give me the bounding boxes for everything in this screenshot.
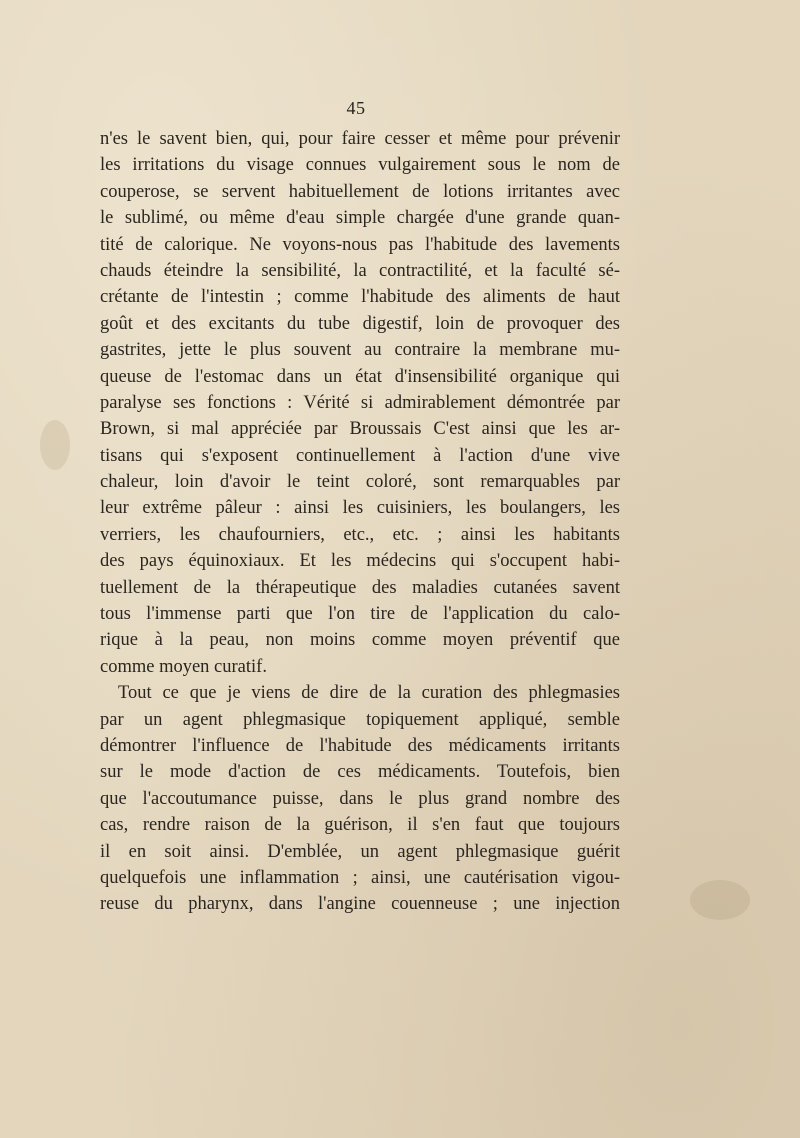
text-line: quelquefois une inflammation ; ainsi, une cautérisation vigou-	[100, 867, 620, 888]
text-line: le sublimé, ou même d'eau simple chargée d'une grande quan-	[100, 208, 620, 229]
text-line: couperose, se servent habituellement de lotions irritantes avec	[100, 181, 620, 202]
text-line: gastrites, jette le plus souvent au contraire la membrane mu-	[100, 340, 620, 361]
text-line: chaleur, loin d'avoir le teint coloré, sont remarquables par	[100, 472, 620, 493]
text-line: goût et des excitants du tube digestif, loin de provoquer des	[100, 313, 620, 334]
text-line: Brown, si mal appréciée par Broussais C'est ainsi que les ar-	[100, 419, 620, 440]
text-line: sur le mode d'action de ces médicaments. Toutefois, bien	[100, 762, 620, 783]
text-line: tité de calorique. Ne voyons-nous pas l'habitude des lavements	[100, 234, 620, 255]
text-line: tuellement de la thérapeutique des maladies cutanées savent	[100, 577, 620, 598]
body-text	[100, 126, 620, 918]
text-line: verriers, les chaufourniers, etc., etc. ; ainsi les habitants	[100, 524, 620, 545]
text-line: reuse du pharynx, dans l'angine couenneuse ; une injection	[100, 894, 620, 915]
text-line: démontrer l'influence de l'habitude des médicaments irritants	[100, 735, 620, 756]
text-line: crétante de l'intestin ; comme l'habitude des aliments de haut	[100, 287, 620, 308]
text-line: les irritations du visage connues vulgairement sous le nom de	[100, 155, 620, 176]
text-line: par un agent phlegmasique topiquement appliqué, semble	[100, 709, 620, 730]
text-line: que l'accoutumance puisse, dans le plus grand nombre des	[100, 788, 620, 809]
paragraph-2	[100, 680, 620, 918]
text-line: n'es le savent bien, qui, pour faire cesser et même pour prévenir	[100, 129, 620, 149]
paper-stain	[40, 420, 70, 470]
text-line: leur extrême pâleur : ainsi les cuisiniers, les boulangers, les	[100, 498, 620, 519]
text-line: tous l'immense parti que l'on tire de l'application du calo-	[100, 604, 620, 625]
text-line: des pays équinoxiaux. Et les médecins qui s'occupent habi-	[100, 551, 620, 572]
text-line: rique à la peau, non moins comme moyen préventif que	[100, 630, 620, 651]
text-line: Tout ce que je viens de dire de la curation des phlegmasies	[118, 683, 620, 704]
text-line: chauds éteindre la sensibilité, la contractilité, et la faculté sé-	[100, 260, 620, 281]
text-line: queuse de l'estomac dans un état d'insensibilité organique qui	[100, 366, 620, 387]
text-line: cas, rendre raison de la guérison, il s'en faut que toujours	[100, 815, 620, 836]
text-line: comme moyen curatif.	[100, 656, 267, 677]
text-line: il en soit ainsi. D'emblée, un agent phlegmasique guérit	[100, 841, 620, 862]
paragraph-1	[100, 126, 620, 680]
text-line: tisans qui s'exposent continuellement à l'action d'une vive	[100, 445, 620, 466]
paper-stain	[690, 880, 750, 920]
page-number: 45	[346, 98, 366, 118]
text-line: paralyse ses fonctions : Vérité si admirablement démontrée par	[100, 392, 620, 413]
